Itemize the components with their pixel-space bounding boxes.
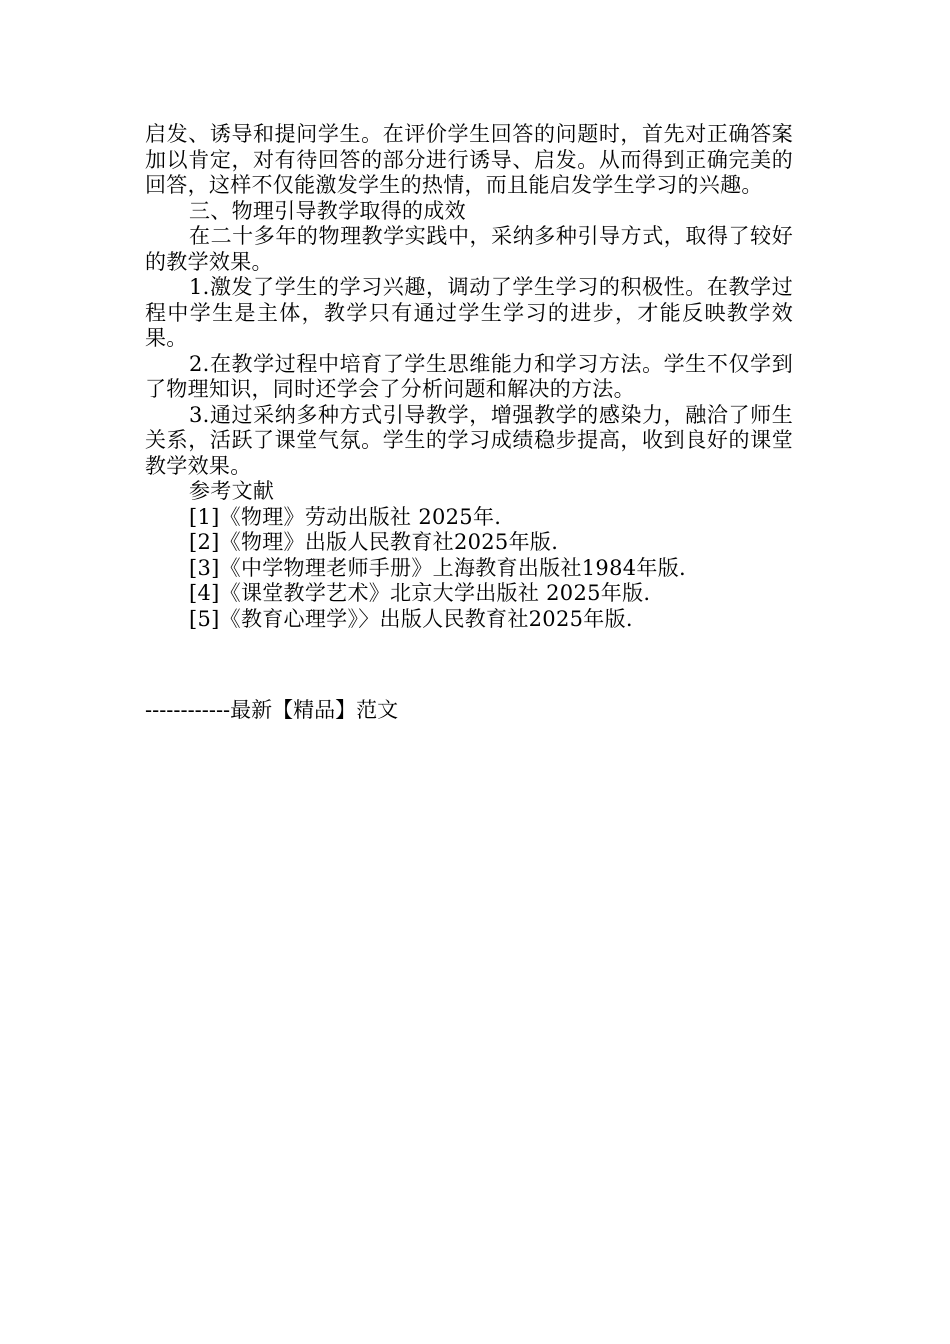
- reference-item: [1]《物理》劳动出版社 2025年.: [189, 504, 502, 529]
- reference-item: [2]《物理》出版人民教育社2025年版.: [189, 530, 559, 554]
- paragraph-point-2: 2.在教学过程中培育了学生思维能力和学习方法。学生不仅学到了物理知识，同时还学会了分析问题和解决的方法。: [145, 351, 793, 401]
- section-heading-3: 三、物理引导教学取得的成效: [189, 198, 466, 223]
- paragraph-point-1: 1.激发了学生的学习兴趣，调动了学生学习的积极性。在教学过程中学生是主体，教学只有通过学生学习的进步，才能反映教学效果。: [145, 275, 793, 350]
- reference-item: [5]《教育心理学》〉出版人民教育社2025年版.: [189, 606, 633, 631]
- reference-item: [3]《中学物理老师手册》上海教育出版社1984年版.: [189, 555, 686, 580]
- references-list: [145, 505, 793, 633]
- paragraph-intro-continuation: 启发、诱导和提问学生。在评价学生回答的问题时，首先对正确答案加以肯定，对有待回答的部分进行诱导、启发。从而得到正确完美的回答，这样不仅能激发学生的热情，而且能启发学生学习的兴趣。: [145, 122, 793, 197]
- references-heading: 参考文献: [189, 479, 275, 503]
- paragraph-point-3: 3.通过采纳多种方式引导教学，增强教学的感染力，融洽了师生关系，活跃了课堂气氛。学生的学习成绩稳步提高，收到良好的课堂教学效果。: [145, 402, 793, 478]
- document-body: [145, 122, 793, 632]
- reference-item: [4]《课堂教学艺术》北京大学出版社 2025年版.: [189, 581, 651, 605]
- footer-banner: ------------最新【精品】范文: [145, 698, 399, 722]
- paragraph-practice: 在二十多年的物理教学实践中，采纳多种引导方式，取得了较好的教学效果。: [145, 224, 793, 274]
